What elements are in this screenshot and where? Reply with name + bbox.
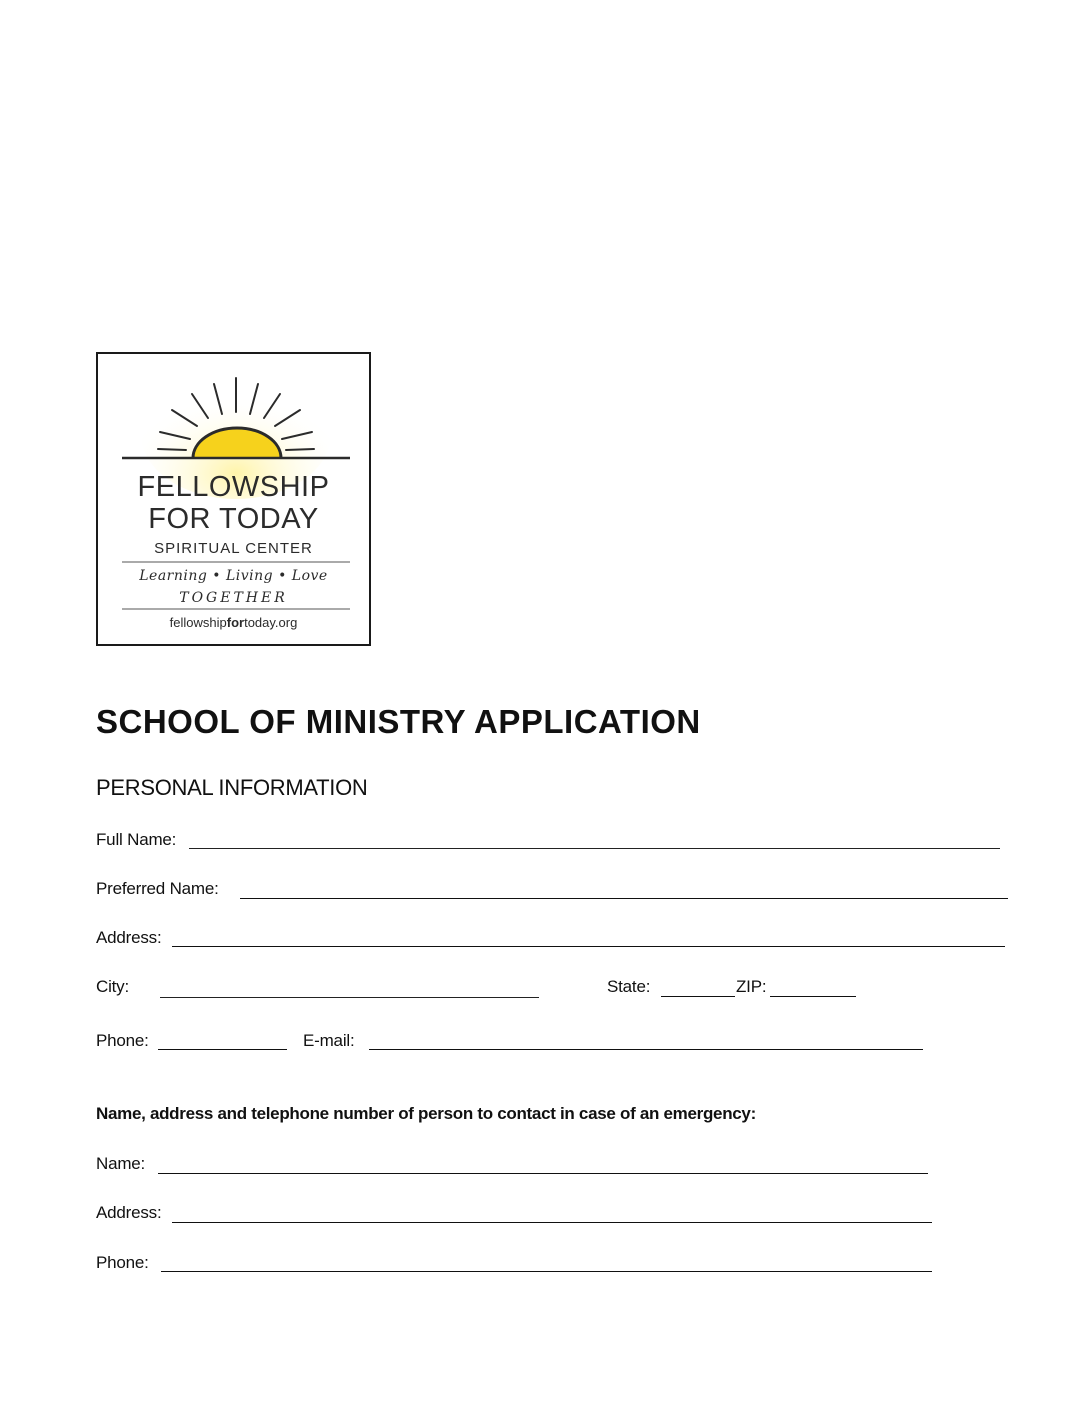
logo <box>96 352 371 646</box>
emergency-name-label: Name: <box>96 1154 146 1173</box>
section-heading: PERSONAL INFORMATION <box>96 775 368 800</box>
full-name-field[interactable] <box>189 848 1000 849</box>
state-label: State: <box>607 977 651 996</box>
page-title: SCHOOL OF MINISTRY APPLICATION <box>96 703 701 740</box>
logo-tagline-together: TOGETHER <box>179 590 288 606</box>
logo-tagline: Learning • Living • Love <box>139 568 328 584</box>
phone-field[interactable] <box>158 1049 287 1050</box>
city-field[interactable] <box>160 997 539 998</box>
emergency-address-field[interactable] <box>172 1222 932 1223</box>
full-name-label: Full Name: <box>96 830 177 849</box>
zip-label: ZIP: <box>736 977 767 996</box>
zip-field[interactable] <box>770 996 856 997</box>
preferred-name-label: Preferred Name: <box>96 879 219 898</box>
logo-title-line1: FELLOWSHIP <box>137 471 330 503</box>
emergency-address-label: Address: <box>96 1203 162 1222</box>
logo-subtitle: SPIRITUAL CENTER <box>154 540 313 557</box>
address-label: Address: <box>96 928 162 947</box>
emergency-name-field[interactable] <box>158 1173 928 1174</box>
logo-title-line2: FOR TODAY <box>148 503 319 535</box>
emergency-phone-label: Phone: <box>96 1253 149 1272</box>
state-field[interactable] <box>661 996 735 997</box>
city-label: City: <box>96 977 130 996</box>
emergency-contact-heading: Name, address and telephone number of person to contact in case of an emergency: <box>96 1104 756 1123</box>
preferred-name-field[interactable] <box>240 898 1008 899</box>
phone-label: Phone: <box>96 1031 149 1050</box>
emergency-phone-field[interactable] <box>161 1271 932 1272</box>
email-label: E-mail: <box>303 1031 355 1050</box>
logo-url: fellowshipfortoday.org <box>169 615 298 630</box>
address-field[interactable] <box>172 946 1005 947</box>
email-field[interactable] <box>369 1049 923 1050</box>
